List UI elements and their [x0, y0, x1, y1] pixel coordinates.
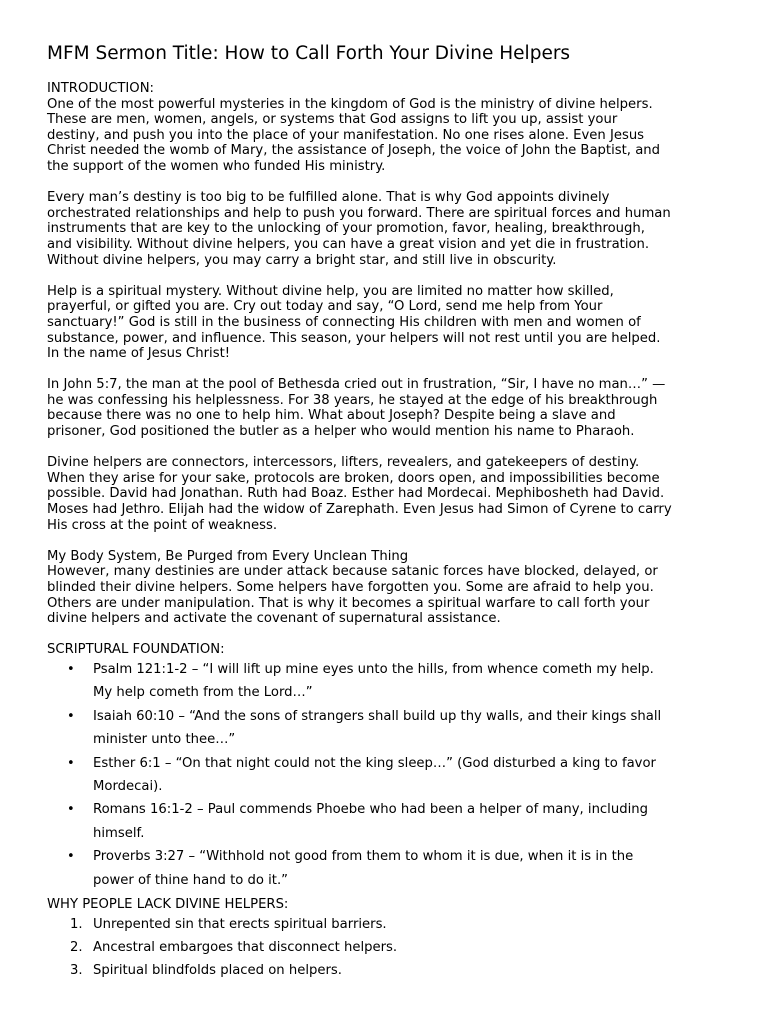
paragraph-line: In the name of Jesus Christ! [47, 346, 231, 362]
scriptural-foundation-heading: SCRIPTURAL FOUNDATION: [47, 642, 225, 658]
paragraph [47, 97, 727, 175]
paragraph [47, 377, 727, 439]
sermon-title: MFM Sermon Title: How to Call Forth Your Divine Helpers [47, 43, 571, 64]
scripture-line: Isaiah 60:10 – “And the sons of strangers shall build up thy walls, and their kings shall [93, 708, 662, 724]
bullet-icon: • [67, 755, 75, 771]
scripture-line: himself. [93, 825, 145, 841]
paragraph-line: because there was no one to help him. What about Joseph? Despite being a slave and [47, 408, 616, 424]
reason-number: 2. [70, 940, 83, 956]
paragraph-line: Without divine helpers, you may carry a bright star, and still live in obscurity. [47, 252, 557, 268]
paragraph [47, 455, 727, 533]
paragraph-line: he was confessing his helplessness. For 38 years, he stayed at the edge of his breakthrough [47, 392, 658, 408]
reason-item [47, 936, 727, 959]
paragraph-line: substance, power, and influence. This season, your helpers will not rest until you are helped. [47, 330, 661, 346]
scripture-item [47, 752, 727, 799]
paragraph-line: blinded their divine helpers. Some helpers have forgotten you. Some are afraid to help you. [47, 580, 654, 595]
paragraph-line: possible. David had Jonathan. Ruth had Boaz. Esther had Mordecai. Mephibosheth had David. [47, 486, 665, 502]
bullet-icon: • [67, 802, 75, 818]
reason-item [47, 959, 727, 982]
paragraph-line: His cross at the point of weakness. [47, 517, 278, 533]
paragraph-line: When they arise for your sake, protocols are broken, doors open, and impossibilities become [47, 470, 660, 486]
scripture-item [47, 845, 727, 892]
paragraph-line: Moses had Jethro. Elijah had the widow of Zarephath. Even Jesus had Simon of Cyrene to carry [47, 502, 672, 518]
scripture-line: Romans 16:1-2 – Paul commends Phoebe who had been a helper of many, including [93, 802, 648, 818]
reason-text: Spiritual blindfolds placed on helpers. [93, 963, 342, 979]
scripture-line: Proverbs 3:27 – “Withhold not good from them to whom it is due, when it is in the [93, 849, 634, 865]
scripture-line: Esther 6:1 – “On that night could not the king sleep…” (God disturbed a king to favor [93, 755, 656, 771]
reason-item [47, 913, 727, 936]
paragraph-line: prayerful, or gifted you are. Cry out today and say, “O Lord, send me help from Your [47, 299, 603, 315]
paragraph [47, 190, 727, 268]
paragraph-line: prisoner, God positioned the butler as a helper who would mention his name to Pharaoh. [47, 424, 635, 440]
paragraph-line: and visibility. Without divine helpers, you can have a great vision and yet die in frustration. [47, 236, 650, 252]
paragraph-line: Others are under manipulation. That is why it becomes a spiritual warfare to call forth your [47, 595, 650, 611]
scripture-item [47, 705, 727, 752]
paragraph-line: Divine helpers are connectors, intercessors, lifters, revealers, and gatekeepers of destiny. [47, 455, 640, 471]
paragraph-line: the support of the women who funded His ministry. [47, 158, 386, 174]
reason-number: 1. [70, 916, 83, 932]
paragraph-line: These are men, women, angels, or systems that God assigns to lift you up, assist your [47, 112, 618, 128]
bullet-icon: • [67, 849, 75, 865]
document-page [47, 40, 727, 983]
introduction-heading: INTRODUCTION: [47, 81, 155, 96]
reason-text: Ancestral embargoes that disconnect helpers. [93, 940, 398, 956]
scripture-line: minister unto thee…” [93, 732, 236, 748]
paragraph-line: destiny, and push you into the place of your manifestation. No one rises alone. Even Jesus [47, 127, 645, 143]
paragraph-line: In John 5:7, the man at the pool of Bethesda cried out in frustration, “Sir, I have no man…” — [47, 377, 666, 393]
paragraph-line: sanctuary!” God is still in the business of connecting His children with men and women of [47, 314, 641, 330]
reason-number: 3. [70, 963, 83, 979]
paragraph [47, 284, 727, 362]
bullet-icon: • [67, 661, 75, 677]
paragraph-line: Help is a spiritual mystery. Without divine help, you are limited no matter how skilled, [47, 283, 614, 299]
scripture-line: Mordecai). [93, 779, 163, 794]
paragraph-line: Christ needed the womb of Mary, the assistance of Joseph, the voice of John the Baptist, and [47, 143, 660, 159]
paragraph-line: My Body System, Be Purged from Every Unclean Thing [47, 548, 409, 564]
paragraph [47, 549, 727, 627]
reasons-list [47, 913, 727, 983]
bullet-icon: • [67, 708, 75, 724]
scripture-list [47, 658, 727, 892]
paragraph-line: One of the most powerful mysteries in the kingdom of God is the ministry of divine helpers. [47, 96, 653, 112]
paragraph-line: divine helpers and activate the covenant of supernatural assistance. [47, 611, 501, 627]
scripture-line: power of thine hand to do it.” [93, 872, 288, 888]
scripture-line: My help cometh from the Lord…” [93, 685, 313, 701]
reason-text: Unrepented sin that erects spiritual barriers. [93, 916, 387, 932]
scripture-item [47, 798, 727, 845]
paragraph-line: However, many destinies are under attack because satanic forces have blocked, delayed, or [47, 564, 658, 580]
introduction-body [47, 97, 727, 627]
paragraph-line: instruments that are key to the unlocking of your promotion, favor, healing, breakthrough, [47, 221, 645, 237]
why-heading: WHY PEOPLE LACK DIVINE HELPERS: [47, 897, 289, 913]
paragraph-line: orchestrated relationships and help to push you forward. There are spiritual forces and human [47, 205, 671, 221]
paragraph-line: Every man’s destiny is too big to be fulfilled alone. That is why God appoints divinely [47, 190, 610, 206]
scripture-line: Psalm 121:1-2 – “I will lift up mine eyes unto the hills, from whence cometh my help. [93, 661, 654, 677]
scripture-item [47, 658, 727, 705]
